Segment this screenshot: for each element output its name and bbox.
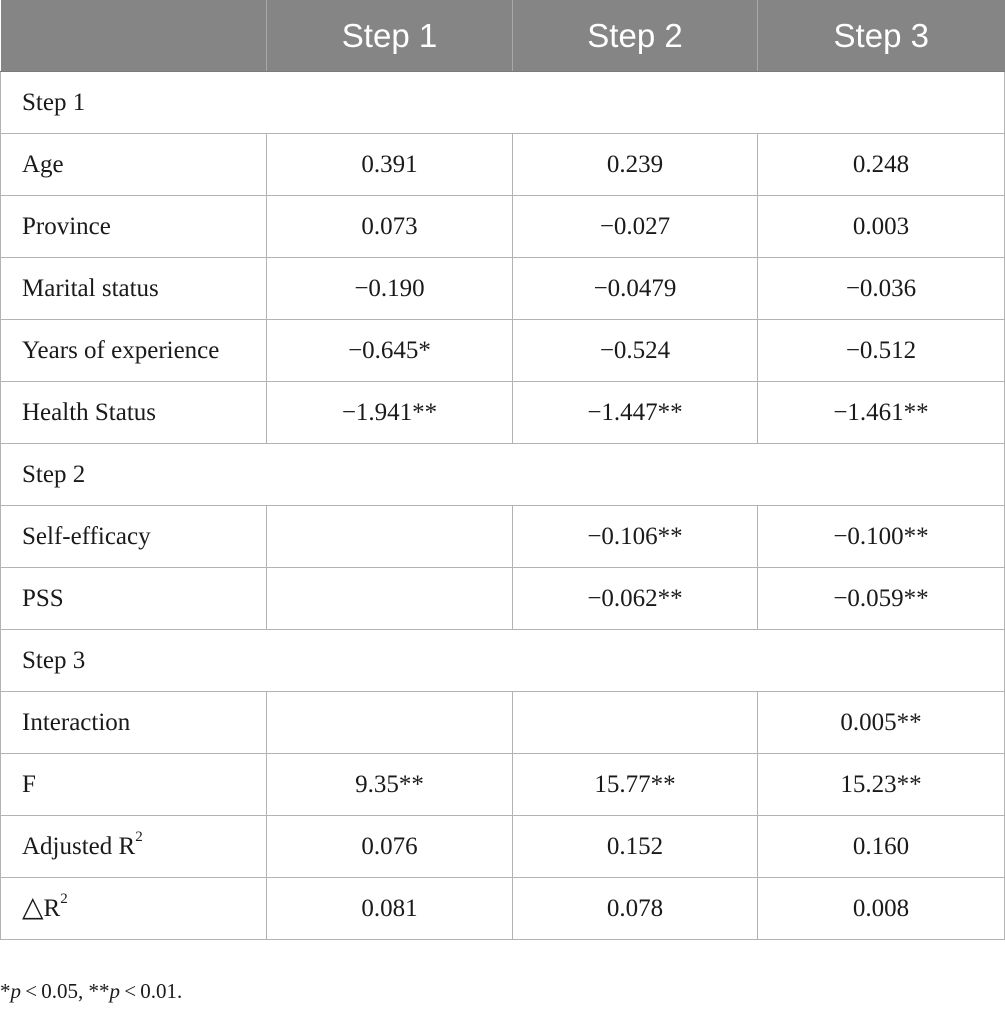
cell-step-3: 15.23** — [758, 754, 1005, 816]
cell-step-1 — [267, 692, 513, 754]
cell-step-1: −1.941** — [267, 382, 513, 444]
table-row-years-of-experience — [1, 320, 1005, 382]
table-row-delta-r2 — [1, 878, 1005, 940]
cell-step-2: 0.078 — [513, 878, 758, 940]
row-label-text: R — [43, 894, 61, 922]
delta-triangle-icon: △ — [22, 889, 44, 923]
section-row-step-2 — [1, 444, 1005, 506]
section-heading: Step 3 — [1, 630, 1005, 692]
header-empty — [1, 0, 267, 72]
table-row-adjusted-r2 — [1, 816, 1005, 878]
cell-step-2: −0.524 — [513, 320, 758, 382]
footnote-text: < 0.05, ** — [21, 979, 110, 1003]
cell-step-2: −0.106** — [513, 506, 758, 568]
section-row-step-1 — [1, 72, 1005, 134]
cell-step-1: −0.645* — [267, 320, 513, 382]
row-label: PSS — [1, 568, 267, 630]
footnote-text: < 0.01. — [120, 979, 183, 1003]
cell-step-3: 0.160 — [758, 816, 1005, 878]
cell-step-1: 9.35** — [267, 754, 513, 816]
cell-step-2: −0.027 — [513, 196, 758, 258]
cell-step-2: 0.152 — [513, 816, 758, 878]
table-row-health-status — [1, 382, 1005, 444]
row-label: Age — [1, 134, 267, 196]
footnote-star: * — [0, 979, 11, 1003]
cell-step-3: 0.005** — [758, 692, 1005, 754]
cell-step-1: 0.391 — [267, 134, 513, 196]
table-footnote — [0, 979, 182, 1004]
cell-step-2: 15.77** — [513, 754, 758, 816]
cell-step-3: −0.059** — [758, 568, 1005, 630]
row-label: Years of experience — [1, 320, 267, 382]
cell-step-2: −0.062** — [513, 568, 758, 630]
row-label — [1, 878, 267, 940]
footnote-p-var: p — [10, 979, 21, 1003]
cell-step-3: −0.036 — [758, 258, 1005, 320]
row-label: Marital status — [1, 258, 267, 320]
section-heading: Step 1 — [1, 72, 1005, 134]
cell-step-3: −0.100** — [758, 506, 1005, 568]
cell-step-3: −0.512 — [758, 320, 1005, 382]
row-label — [1, 816, 267, 878]
cell-step-1 — [267, 568, 513, 630]
row-label: Interaction — [1, 692, 267, 754]
table-row-age — [1, 134, 1005, 196]
row-label-text: Adjusted R — [22, 832, 136, 860]
header-step-1: Step 1 — [267, 0, 513, 72]
table-row-pss — [1, 568, 1005, 630]
table-row-interaction — [1, 692, 1005, 754]
cell-step-2: 0.239 — [513, 134, 758, 196]
cell-step-1: 0.081 — [267, 878, 513, 940]
section-heading: Step 2 — [1, 444, 1005, 506]
cell-step-1 — [267, 506, 513, 568]
row-label: Self-efficacy — [1, 506, 267, 568]
header-row — [1, 0, 1005, 72]
cell-step-3: 0.003 — [758, 196, 1005, 258]
section-row-step-3 — [1, 630, 1005, 692]
footnote-p-var: p — [109, 979, 121, 1003]
table-row-marital-status — [1, 258, 1005, 320]
cell-step-2 — [513, 692, 758, 754]
cell-step-1: −0.190 — [267, 258, 513, 320]
cell-step-3: 0.008 — [758, 878, 1005, 940]
cell-step-2: −1.447** — [513, 382, 758, 444]
cell-step-2: −0.0479 — [513, 258, 758, 320]
row-label: F — [1, 754, 267, 816]
table-row-f — [1, 754, 1005, 816]
row-label: Province — [1, 196, 267, 258]
table-row-province — [1, 196, 1005, 258]
cell-step-1: 0.073 — [267, 196, 513, 258]
cell-step-1: 0.076 — [267, 816, 513, 878]
superscript: 2 — [135, 829, 143, 846]
cell-step-3: −1.461** — [758, 382, 1005, 444]
row-label: Health Status — [1, 382, 267, 444]
superscript: 2 — [60, 891, 68, 908]
header-step-2: Step 2 — [513, 0, 758, 72]
table-row-self-efficacy — [1, 506, 1005, 568]
header-step-3: Step 3 — [758, 0, 1005, 72]
cell-step-3: 0.248 — [758, 134, 1005, 196]
